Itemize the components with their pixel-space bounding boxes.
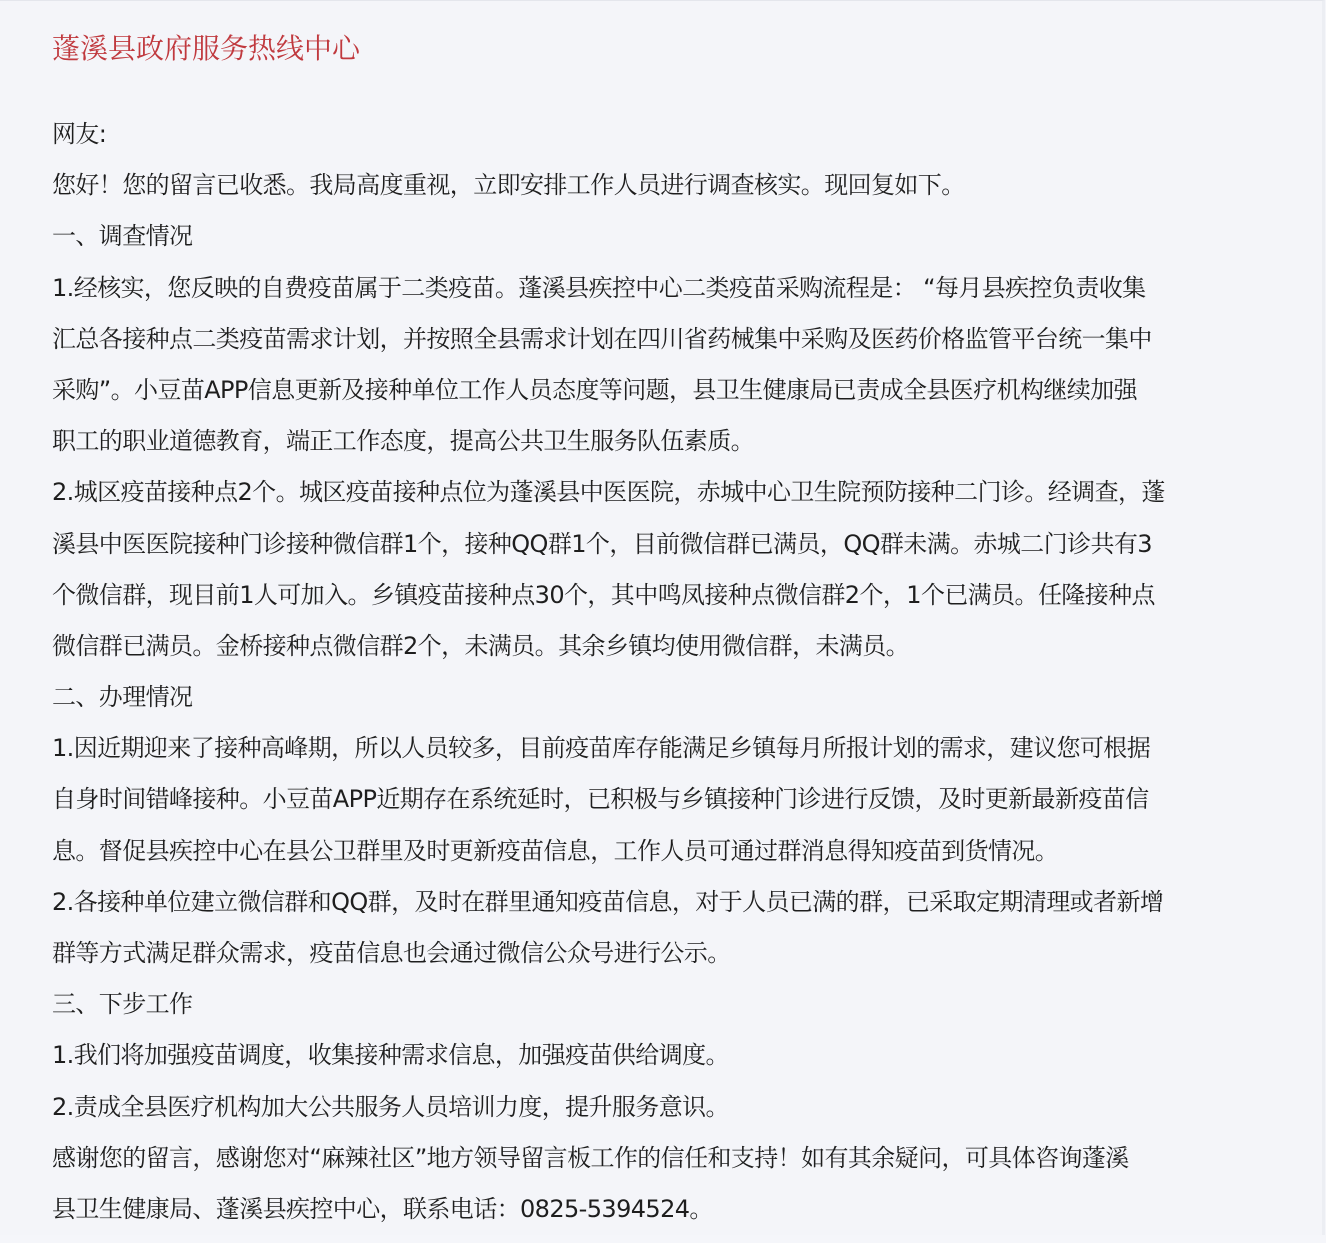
paragraph-line: 自身时间错峰接种。小豆苗APP近期存在系统延时，已积极与乡镇接种门诊进行反馈，及时更新最新疫苗信 [52,785,1149,814]
paragraph-line: 2.各接种单位建立微信群和QQ群，及时在群里通知疫苗信息，对于人员已满的群，已采取定期清理或者新增 [52,887,1164,916]
contact-line: 县卫生健康局、蓬溪县疾控中心，联系电话：0825-5394524。 [52,1194,713,1223]
paragraph-line: 1.经核实，您反映的自费疫苗属于二类疫苗。蓬溪县疾控中心二类疫苗采购流程是： “每月县疾控负责收集 [52,273,1146,302]
section-heading-next-steps: 三、下步工作 [52,990,193,1019]
section-heading-handling: 二、办理情况 [52,683,193,712]
section-heading-investigation: 一、调查情况 [52,222,193,251]
paragraph-line: 职工的职业道德教育，端正工作态度，提高公共卫生服务队伍素质。 [52,427,754,456]
closing-paragraph: 感谢您的留言，感谢您对“麻辣社区”地方领导留言板工作的信任和支持！如有其余疑问，可具体咨询蓬溪 [52,1143,1129,1172]
paragraph-line: 1.我们将加强疫苗调度，收集接种需求信息，加强疫苗供给调度。 [52,1041,729,1070]
paragraph-line: 2.城区疫苗接种点2个。城区疫苗接种点位为蓬溪县中医医院，赤城中心卫生院预防接种二门诊。经调查，蓬 [52,478,1165,507]
paragraph-line: 2.责成全县医疗机构加大公共服务人员培训力度，提升服务意识。 [52,1092,729,1121]
paragraph-line: 1.因近期迎来了接种高峰期，所以人员较多，目前疫苗库存能满足乡镇每月所报计划的需求，建议您可根据 [52,734,1151,763]
paragraph-line: 个微信群，现目前1人可加入。乡镇疫苗接种点30个，其中鸣凤接种点微信群2个，1个已满员。任隆接种点 [52,580,1155,609]
paragraph-line: 群等方式满足群众需求，疫苗信息也会通过微信公众号进行公示。 [52,939,731,967]
paragraph-line: 息。督促县疾控中心在县公卫群里及时更新疫苗信息，工作人员可通过群消息得知疫苗到货情况。 [52,836,1059,865]
salutation: 网友: [52,120,107,148]
paragraph-line: 采购”。小豆苗APP信息更新及接种单位工作人员态度等问题，县卫生健康局已责成全县医疗机构继续加强 [52,375,1137,404]
page-title: 蓬溪县政府服务热线中心 [52,32,361,65]
paragraph-line: 汇总各接种点二类疫苗需求计划，并按照全县需求计划在四川省药械集中采购及医药价格监管平台统一集中 [52,324,1152,353]
letter-body [52,117,1282,1243]
greeting-paragraph: 您好！您的留言已收悉。我局高度重视，立即安排工作人员进行调查核实。现回复如下。 [52,171,965,200]
paragraph-line: 微信群已满员。金桥接种点微信群2个，未满员。其余乡镇均使用微信群，未满员。 [52,631,910,660]
paragraph-line: 溪县中医医院接种门诊接种微信群1个，接种QQ群1个，目前微信群已满员，QQ群未满。赤城二门诊共有3 [52,529,1152,558]
